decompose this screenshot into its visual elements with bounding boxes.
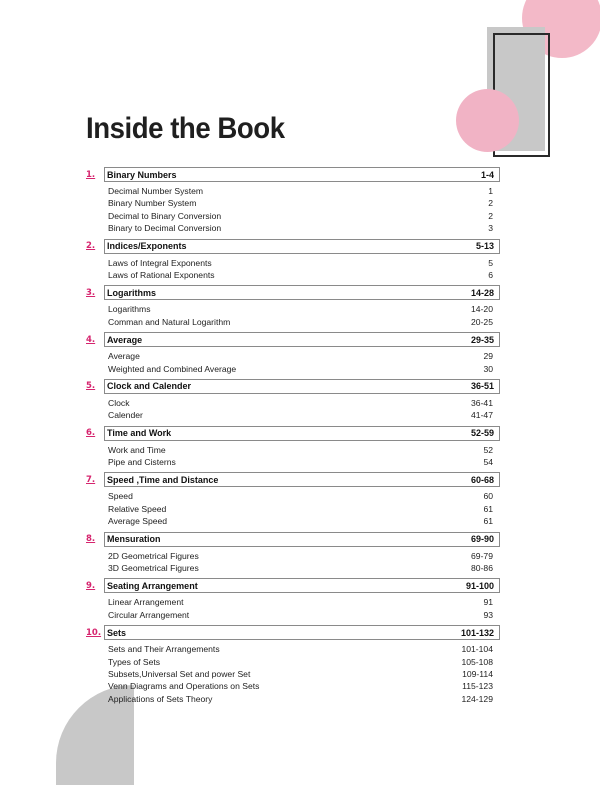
topic-page: 2 [488,210,493,221]
chapter-page-range: 14-28 [470,287,494,298]
topic-list [86,185,500,235]
topic-page: 69-79 [471,550,493,561]
topic-page: 80-86 [471,563,493,574]
topic-name: Laws of Rational Exponents [108,269,215,280]
topic-name: Applications of Sets Theory [108,693,213,704]
topic-item[interactable] [108,609,500,621]
topic-name: Decimal Number System [108,186,204,196]
topic-page: 124-129 [461,693,493,704]
topic-item[interactable] [108,409,500,421]
topic-name: Linear Arrangement [108,597,184,608]
chapter-page-range: 36-51 [470,381,494,392]
chapter-number: 10. [86,627,102,638]
chapter-title: Clock and Calender [107,381,192,392]
page-title: Inside the Book [86,112,285,145]
chapter-number: 9. [86,580,96,591]
topic-name: 2D Geometrical Figures [108,550,199,561]
chapter-page-range: 5-13 [475,241,494,252]
chapter-title: Binary Numbers [107,169,177,180]
topic-name: Speed [108,491,133,502]
topic-page: 14-20 [471,304,493,315]
topic-item[interactable] [108,680,500,692]
chapter-title-bar [104,285,500,300]
topic-name: Binary to Decimal Conversion [108,223,222,234]
chapter-title-bar [104,625,500,640]
topic-list [86,303,500,328]
topic-list [86,490,500,527]
chapter-header[interactable] [86,332,500,347]
topic-name: Average [108,351,140,362]
topic-page: 5 [488,257,493,268]
topic-list [86,596,500,621]
topic-item[interactable] [108,303,500,315]
topic-page: 93 [483,609,493,620]
chapter-entry [86,578,500,621]
topic-page: 41-47 [471,410,493,421]
topic-name: Sets and Their Arrangements [108,644,220,655]
chapter-entry [86,285,500,328]
topic-list [86,350,500,375]
chapter-header[interactable] [86,472,500,487]
chapter-number: 7. [86,474,96,485]
chapter-entry [86,239,500,282]
topic-item[interactable] [108,185,500,197]
chapter-page-range: 60-68 [470,474,494,485]
chapter-title: Sets [107,627,127,638]
chapter-title-bar [104,379,500,394]
chapter-title: Mensuration [107,534,161,545]
topic-name: 3D Geometrical Figures [108,563,199,574]
topic-page: 105-108 [461,656,493,667]
topic-name: Decimal to Binary Conversion [108,210,222,221]
topic-page: 2 [488,198,493,209]
topic-name: Clock [108,397,130,408]
topic-page: 52 [483,444,493,455]
chapter-title-bar [104,426,500,441]
topic-name: Pipe and Cisterns [108,457,176,468]
chapter-page-range: 52-59 [470,428,494,439]
chapter-entry [86,426,500,469]
decorative-circle [456,89,519,152]
topic-item[interactable] [108,643,500,655]
topic-item[interactable] [108,210,500,222]
topic-page: 29 [483,351,493,362]
topic-page: 3 [488,223,493,234]
chapter-header[interactable] [86,426,500,441]
chapter-title: Average [107,334,143,345]
topic-list [86,257,500,282]
topic-page: 101-104 [461,644,493,655]
chapter-title-bar [104,239,500,254]
chapter-page-range: 91-100 [465,580,494,591]
chapter-title-bar [104,578,500,593]
topic-name: Binary Number System [108,198,197,209]
topic-list [86,643,500,705]
chapter-entry [86,167,500,235]
topic-page: 1 [488,186,493,196]
chapter-number: 2. [86,241,96,252]
chapter-title: Seating Arrangement [107,580,198,591]
chapter-header[interactable] [86,532,500,547]
chapter-page-range: 101-132 [460,627,494,638]
chapter-page-range: 29-35 [470,334,494,345]
topic-item[interactable] [108,444,500,456]
topic-item[interactable] [108,550,500,562]
chapter-entry [86,332,500,375]
chapter-number: 3. [86,287,96,298]
chapter-title-bar [104,332,500,347]
topic-name: Work and Time [108,444,166,455]
topic-page: 91 [483,597,493,608]
chapter-page-range: 1-4 [480,169,494,180]
topic-page: 61 [483,516,493,527]
topic-name: Subsets,Universal Set and power Set [108,668,251,679]
chapter-number: 5. [86,381,96,392]
chapter-header[interactable] [86,379,500,394]
topic-name: Laws of Integral Exponents [108,257,212,268]
topic-item[interactable] [108,693,500,705]
table-of-contents [86,167,500,709]
chapter-header[interactable] [86,578,500,593]
chapter-entry [86,379,500,422]
topic-item[interactable] [108,197,500,209]
chapter-number: 8. [86,534,96,545]
chapter-page-range: 69-90 [470,534,494,545]
topic-page: 30 [483,363,493,374]
topic-name: Types of Sets [108,656,161,667]
chapter-number: 1. [86,169,96,180]
chapter-header[interactable] [86,239,500,254]
topic-page: 6 [488,269,493,280]
topic-name: Venn Diagrams and Operations on Sets [108,681,260,692]
topic-item[interactable] [108,656,500,668]
chapter-title: Speed ,Time and Distance [107,474,219,485]
topic-name: Weighted and Combined Average [108,363,237,374]
topic-item[interactable] [108,596,500,608]
topic-item[interactable] [108,668,500,680]
chapter-title: Time and Work [107,428,172,439]
chapter-header[interactable] [86,625,500,640]
topic-name: Calender [108,410,143,421]
topic-item[interactable] [108,515,500,527]
topic-page: 20-25 [471,316,493,327]
chapter-header[interactable] [86,285,500,300]
chapter-entry [86,625,500,705]
topic-item[interactable] [108,490,500,502]
chapter-title-bar [104,167,500,182]
topic-page: 54 [483,457,493,468]
chapter-entry [86,472,500,527]
topic-item[interactable] [108,350,500,362]
chapter-header[interactable] [86,167,500,182]
topic-item[interactable] [108,503,500,515]
topic-name: Relative Speed [108,503,167,514]
chapter-title-bar [104,532,500,547]
topic-name: Comman and Natural Logarithm [108,316,231,327]
topic-list [86,550,500,575]
chapter-number: 6. [86,428,96,439]
topic-item[interactable] [108,562,500,574]
topic-page: 36-41 [471,397,493,408]
topic-name: Logarithms [108,304,151,315]
chapter-title: Logarithms [107,287,157,298]
topic-name: Circular Arrangement [108,609,190,620]
chapter-title: Indices/Exponents [107,241,187,252]
topic-page: 60 [483,491,493,502]
chapter-entry [86,532,500,575]
topic-item[interactable] [108,456,500,468]
topic-page: 109-114 [462,668,493,679]
topic-list [86,397,500,422]
topic-item[interactable] [108,397,500,409]
topic-item[interactable] [108,316,500,328]
topic-item[interactable] [108,257,500,269]
topic-name: Average Speed [108,516,168,527]
topic-list [86,444,500,469]
topic-item[interactable] [108,222,500,234]
chapter-number: 4. [86,334,96,345]
topic-page: 61 [483,503,493,514]
chapter-title-bar [104,472,500,487]
topic-page: 115-123 [462,681,493,692]
topic-item[interactable] [108,363,500,375]
topic-item[interactable] [108,269,500,281]
